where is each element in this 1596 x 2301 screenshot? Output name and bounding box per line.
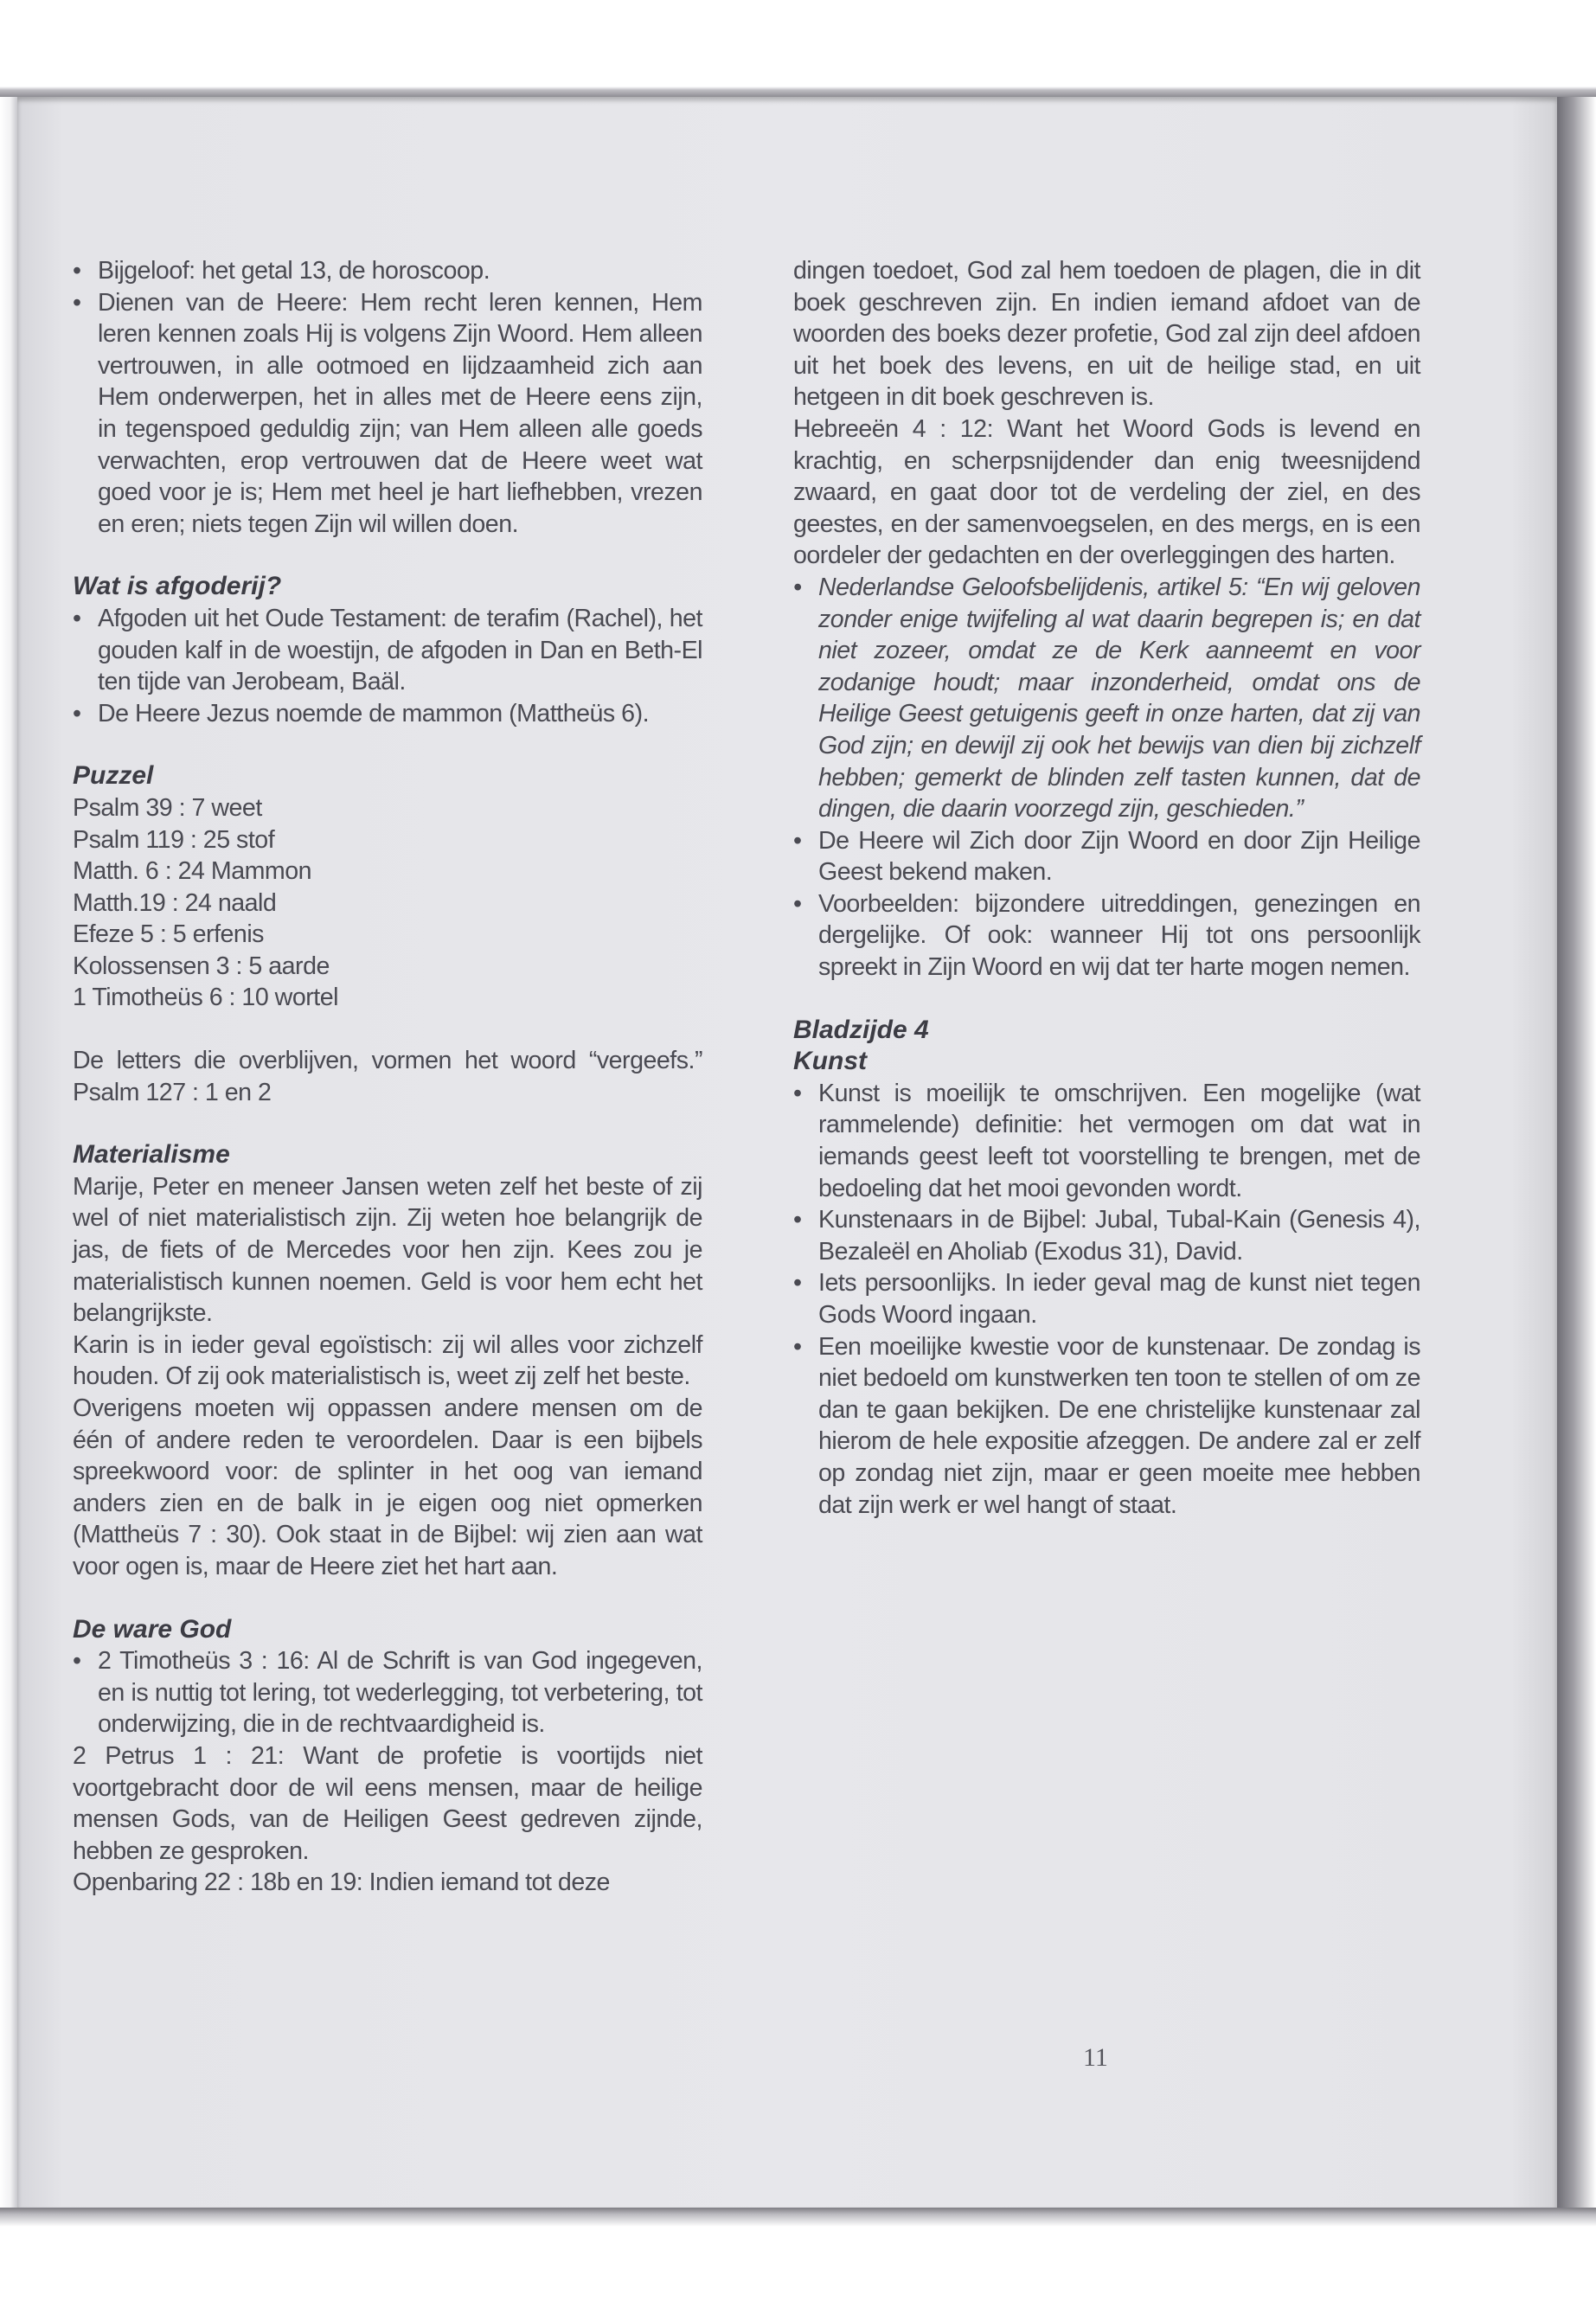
materialisme-paragraph: Marije, Peter en meneer Jansen weten zelf het beste of zij wel of niet materialistisch zijn. Zij weten hoe belangrijk de jas, de fiets of de Mercedes voor hen zijn. Kees zou je materialistisch kunnen noemen. Geld is voor hem echt het belangrijkste. [73, 1172, 702, 1328]
puzzel-line: Efeze 5 : 5 erfenis [73, 920, 264, 949]
page-number: 11 [1083, 2043, 1108, 2072]
materialisme-paragraph: Karin is in ieder geval egoïstisch: zij wil alles voor zichzelf houden. Of zij ook materialistisch is, weet zij zelf het beste. [73, 1330, 702, 1391]
bullet-bijgeloof: • Bijgeloof: het getal 13, de horoscoop. [73, 255, 702, 287]
ware-god-paragraph: Openbaring 22 : 18b en 19: Indien iemand tot deze [73, 1868, 610, 1897]
puzzel-conclusion: De letters die overblijven, vormen het woord “vergeefs.” Psalm 127 : 1 en 2 [73, 1047, 702, 1106]
bullet-persoonlijks: • Iets persoonlijks. In ieder geval mag de kunst niet tegen Gods Woord ingaan. [793, 1267, 1420, 1330]
ware-god-bullet-list [73, 1645, 702, 1740]
ware-god-paragraph: 2 Petrus 1 : 21: Want de profetie is voortijds niet voortgebracht door de wil eens mensen, maar de heilige mensen Gods, van de Heiligen Geest gedreven zijnde, hebben ze gesproken. [73, 1741, 702, 1865]
bullet-zondag-kwestie: • Een moeilijke kwestie voor de kunstenaar. De zondag is niet bedoeld om kunstwerken ten toon te stellen of om ze dan te gaan bekijken. De ene christelijke kunstenaar zal hierom de hele expositie afzeggen. De andere zal er zelf op zondag niet zijn, maar er geen moeite mee hebben dat zijn werk er wel hangt of staat. [793, 1331, 1420, 1522]
puzzel-line: 1 Timotheüs 6 : 10 wortel [73, 984, 338, 1012]
bullet-geloofsbelijdenis: • Nederlandse Geloofsbelijdenis, artikel 5: “En wij geloven zonder enige twijfeling al wat daarin begrepen is; en dat niet zozeer, omdat ze de Kerk aanneemt en voor zodanige houdt; maar inzonderheid, omdat ons de Heilige Geest getuigenis geeft in onze harten, dat zij van God zijn; en dewijl zij ook het bewijs van dien bij zichzelf hebben; gemerkt de blinden zelf tasten kunnen, dat de dingen, die daarin voorzegd zijn, geschieden.” [793, 572, 1420, 825]
scan-top-edge [0, 0, 1596, 97]
puzzel-line: Matth.19 : 24 naald [73, 888, 277, 917]
materialisme-paragraph: Overigens moeten wij oppassen andere mensen om de één of andere reden te veroordelen. Daar is een bijbels spreekwoord voor: de splinter in het oog van iemand anders zien en de balk in je eigen oog niet opmerken (Mattheüs 7 : 30). Ook staat in de Bijbel: wij zien aan wat voor ogen is, maar de Heere ziet het hart aan. [73, 1394, 702, 1580]
bullet-voorbeelden: • Voorbeelden: bijzondere uitreddingen, genezingen en dergelijke. Of ook: wanneer Hij tot ons persoonlijk spreekt in Zijn Woord en wij dat ter harte mogen nemen. [793, 888, 1420, 984]
bullet-dienen-heere: • Dienen van de Heere: Hem recht leren kennen, Hem leren kennen zoals Hij is volgens Zijn Woord. Hem alleen vertrouwen, in alle ootmoed en lijdzaamheid zich aan Hem onderwerpen, het in alles met de Heere eens zijn, in tegenspoed geduldig zijn; van Hem alleen alle goeds verwachten, erop vertrouwen dat de Heere weet wat goed voor je is; Hem met heel je hart liefhebben, vrezen en eren; niets tegen Zijn wil willen doen. [73, 287, 702, 541]
scan-bottom-edge [0, 2208, 1596, 2301]
right-column [793, 255, 1420, 1521]
puzzel-line: Psalm 119 : 25 stof [73, 825, 275, 854]
puzzel-line: Kolossensen 3 : 5 aarde [73, 952, 330, 980]
heading-materialisme: Materialisme [73, 1140, 230, 1170]
hebreeen-paragraph: Hebreeën 4 : 12: Want het Woord Gods is levend en krachtig, en scherpsnijdender dan enig tweesnijdend zwaard, en gaat door tot de verdeling der ziel, en des geestes, en der samenvoegselen, en des mergs, en is een oordeler der gedachten en der overleggingen des harten. [793, 414, 1420, 570]
afgoderij-bullet-list [73, 603, 702, 729]
heading-puzzel: Puzzel [73, 761, 154, 791]
scan-left-edge [0, 97, 17, 2208]
scan-right-edge [1557, 97, 1596, 2208]
heading-bladzijde: Bladzijde 4 [793, 1015, 929, 1044]
left-column [73, 255, 702, 1899]
right-bullet-list [793, 572, 1420, 984]
puzzel-line: Matth. 6 : 24 Mammon [73, 857, 312, 886]
bullet-kunstenaars-bijbel: • Kunstenaars in de Bijbel: Jubal, Tubal-Kain (Genesis 4), Bezaleël en Aholiab (Exodus 31), David. [793, 1204, 1420, 1267]
bullet-heere-bekend: • De Heere wil Zich door Zijn Woord en door Zijn Heilige Geest bekend maken. [793, 825, 1420, 888]
openbaring-continuation: dingen toedoet, God zal hem toedoen de plagen, die in dit boek geschreven zijn. En indien iemand afdoet van de woorden des boeks dezer profetie, God zal zijn deel afdoen uit het boek des levens, en uit de heilige stad, en uit hetgeen in dit boek geschreven is. [793, 257, 1420, 412]
heading-kunst: Kunst [793, 1047, 867, 1076]
bullet-mammon: • De Heere Jezus noemde de mammon (Mattheüs 6). [73, 698, 702, 730]
bullet-timotheus: • 2 Timotheüs 3 : 16: Al de Schrift is van God ingegeven, en is nuttig tot lering, tot wederlegging, tot verbetering, tot onderwijzing, die in de rechtvaardigheid is. [73, 1645, 702, 1740]
bullet-kunst-definitie: • Kunst is moeilijk te omschrijven. Een mogelijke (wat rammelende) definitie: het vermogen om dat wat in iemands geest leeft tot voorstelling te brengen, met de bedoeling dat het mooi gevonden wordt. [793, 1078, 1420, 1204]
bullet-afgoden-ot: • Afgoden uit het Oude Testament: de terafim (Rachel), het gouden kalf in de woestijn, de afgoden in Dan en Beth-El ten tijde van Jerobeam, Baäl. [73, 603, 702, 698]
heading-ware-god: De ware God [73, 1614, 232, 1644]
heading-afgoderij: Wat is afgoderij? [73, 572, 282, 601]
kunst-bullet-list [793, 1078, 1420, 1521]
intro-bullet-list [73, 255, 702, 540]
puzzel-line: Psalm 39 : 7 weet [73, 793, 262, 822]
